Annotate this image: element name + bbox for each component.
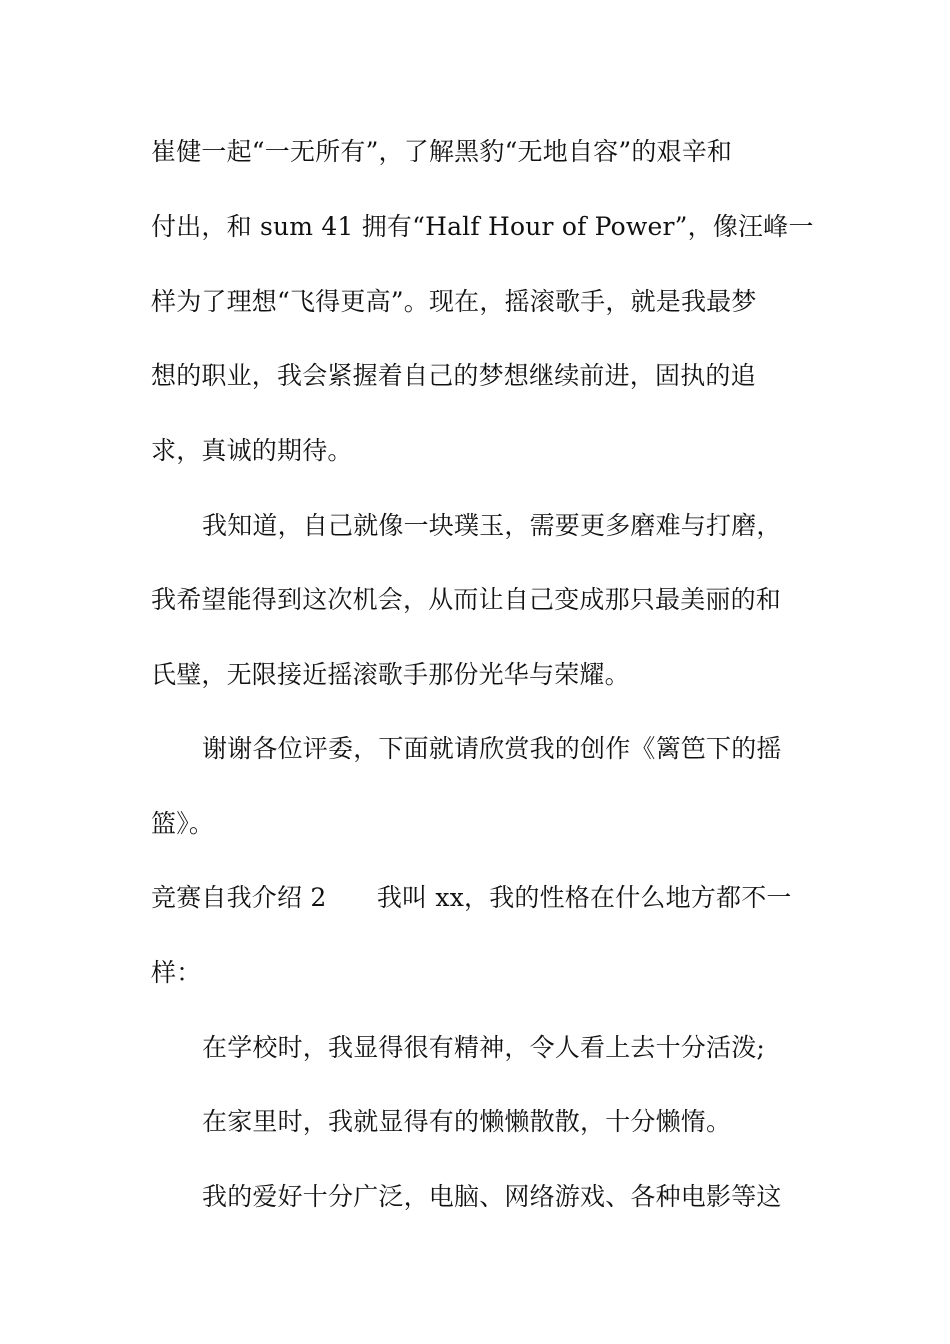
- text-line-3: 样为了理想“飞得更高”。现在，摇滚歌手，就是我最梦: [151, 287, 757, 316]
- text-line-4: 想的职业，我会紧握着自己的梦想继续前进，固执的追: [151, 361, 756, 390]
- text-line-2: 付出，和 sum 41 拥有“Half Hour of Power”，像汪峰一: [151, 212, 814, 241]
- text-line-5: 求，真诚的期待。: [151, 436, 353, 465]
- text-line-15: 我的爱好十分广泛，电脑、网络游戏、各种电影等这: [202, 1182, 782, 1211]
- text-line-14: 在家里时，我就显得有的懒懒散散，十分懒惰。: [202, 1107, 732, 1136]
- text-line-6: 我知道，自己就像一块璞玉，需要更多磨难与打磨，: [202, 511, 782, 540]
- text-line-9: 谢谢各位评委，下面就请欣赏我的创作《篱笆下的摇: [202, 734, 782, 763]
- text-line-13: 在学校时，我显得很有精神，令人看上去十分活泼;: [202, 1033, 766, 1062]
- text-line-10: 篮》。: [151, 809, 215, 838]
- text-line-12: 样：: [151, 958, 202, 987]
- section-heading-line: 竞赛自我介绍 2 我叫 xx，我的性格在什么地方都不一: [151, 883, 792, 912]
- text-line-7: 我希望能得到这次机会，从而让自己变成那只最美丽的和: [151, 585, 782, 614]
- text-line-1: 崔健一起“一无所有”，了解黑豹“无地自容”的艰辛和: [151, 137, 733, 166]
- text-line-8: 氏璧，无限接近摇滚歌手那份光华与荣耀。: [151, 660, 630, 689]
